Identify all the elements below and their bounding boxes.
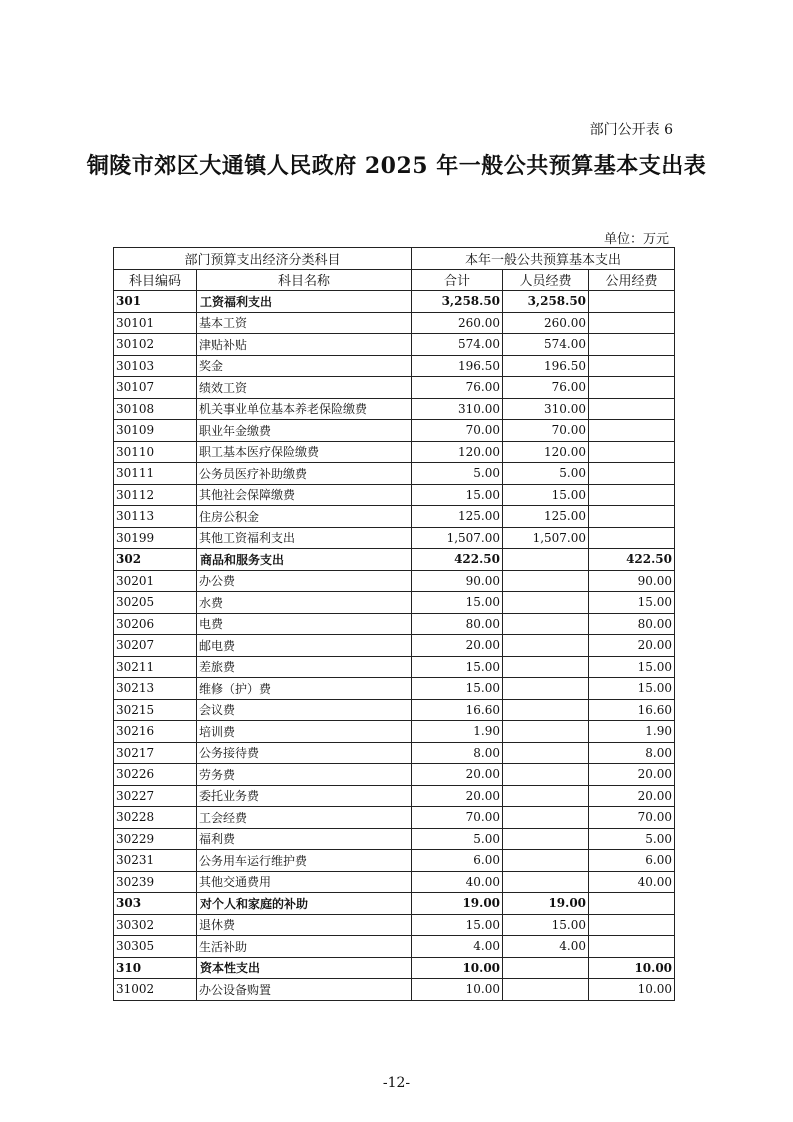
cell-total: 260.00 xyxy=(412,312,503,334)
cell-total: 15.00 xyxy=(412,484,503,506)
table-row xyxy=(114,678,675,700)
cell-public xyxy=(589,398,675,420)
cell-personnel xyxy=(503,721,589,743)
cell-personnel xyxy=(503,785,589,807)
cell-code: 310 xyxy=(114,957,197,979)
table-row xyxy=(114,850,675,872)
table-row xyxy=(114,420,675,442)
cell-total: 125.00 xyxy=(412,506,503,528)
cell-name: 公务接待费 xyxy=(197,742,412,764)
cell-public xyxy=(589,334,675,356)
cell-code: 30102 xyxy=(114,334,197,356)
table-row xyxy=(114,785,675,807)
cell-code: 30111 xyxy=(114,463,197,485)
cell-personnel: 260.00 xyxy=(503,312,589,334)
cell-total: 120.00 xyxy=(412,441,503,463)
cell-code: 30302 xyxy=(114,914,197,936)
cell-public: 90.00 xyxy=(589,570,675,592)
cell-personnel: 125.00 xyxy=(503,506,589,528)
cell-public: 20.00 xyxy=(589,764,675,786)
cell-public: 1.90 xyxy=(589,721,675,743)
cell-name: 福利费 xyxy=(197,828,412,850)
cell-public xyxy=(589,893,675,915)
cell-total: 70.00 xyxy=(412,420,503,442)
page-number: -12- xyxy=(382,1075,411,1091)
cell-personnel xyxy=(503,850,589,872)
cell-code: 30211 xyxy=(114,656,197,678)
cell-personnel xyxy=(503,764,589,786)
table-row xyxy=(114,979,675,1001)
cell-total: 15.00 xyxy=(412,592,503,614)
cell-code: 30101 xyxy=(114,312,197,334)
cell-name: 邮电费 xyxy=(197,635,412,657)
cell-name: 基本工资 xyxy=(197,312,412,334)
cell-personnel xyxy=(503,592,589,614)
cell-public: 70.00 xyxy=(589,807,675,829)
cell-public xyxy=(589,377,675,399)
unit-label: 单位：万元 xyxy=(603,232,669,247)
cell-public: 10.00 xyxy=(589,957,675,979)
column-header-name: 科目名称 xyxy=(197,269,412,291)
cell-name: 津贴补贴 xyxy=(197,334,412,356)
cell-name: 差旅费 xyxy=(197,656,412,678)
cell-public: 8.00 xyxy=(589,742,675,764)
cell-personnel xyxy=(503,570,589,592)
cell-total: 574.00 xyxy=(412,334,503,356)
table-row xyxy=(114,334,675,356)
cell-personnel xyxy=(503,699,589,721)
cell-code: 30113 xyxy=(114,506,197,528)
group-header-classification: 部门预算支出经济分类科目 xyxy=(114,248,412,270)
table-id-label: 部门公开表 6 xyxy=(589,122,673,138)
cell-code: 30217 xyxy=(114,742,197,764)
cell-total: 422.50 xyxy=(412,549,503,571)
table-row xyxy=(114,635,675,657)
cell-public: 20.00 xyxy=(589,785,675,807)
cell-personnel xyxy=(503,549,589,571)
cell-personnel: 3,258.50 xyxy=(503,291,589,313)
cell-name: 会议费 xyxy=(197,699,412,721)
cell-code: 30239 xyxy=(114,871,197,893)
cell-personnel: 196.50 xyxy=(503,355,589,377)
cell-name: 办公设备购置 xyxy=(197,979,412,1001)
cell-total: 15.00 xyxy=(412,656,503,678)
cell-personnel xyxy=(503,871,589,893)
table-row xyxy=(114,764,675,786)
cell-code: 30216 xyxy=(114,721,197,743)
cell-total: 1.90 xyxy=(412,721,503,743)
table-row xyxy=(114,355,675,377)
group-header-basic-expenditure: 本年一般公共预算基本支出 xyxy=(412,248,675,270)
table-row xyxy=(114,527,675,549)
table-column-header-row xyxy=(114,269,675,291)
cell-public: 20.00 xyxy=(589,635,675,657)
cell-name: 电费 xyxy=(197,613,412,635)
cell-total: 196.50 xyxy=(412,355,503,377)
cell-name: 其他工资福利支出 xyxy=(197,527,412,549)
cell-public: 10.00 xyxy=(589,979,675,1001)
cell-public: 6.00 xyxy=(589,850,675,872)
cell-total: 20.00 xyxy=(412,635,503,657)
cell-code: 30226 xyxy=(114,764,197,786)
cell-personnel: 76.00 xyxy=(503,377,589,399)
cell-code: 302 xyxy=(114,549,197,571)
cell-code: 30112 xyxy=(114,484,197,506)
cell-name: 其他社会保障缴费 xyxy=(197,484,412,506)
cell-name: 职业年金缴费 xyxy=(197,420,412,442)
cell-total: 1,507.00 xyxy=(412,527,503,549)
cell-code: 30109 xyxy=(114,420,197,442)
table-row xyxy=(114,699,675,721)
cell-total: 80.00 xyxy=(412,613,503,635)
cell-code: 30231 xyxy=(114,850,197,872)
cell-code: 30305 xyxy=(114,936,197,958)
table-row xyxy=(114,721,675,743)
cell-personnel xyxy=(503,807,589,829)
cell-personnel xyxy=(503,957,589,979)
cell-total: 20.00 xyxy=(412,764,503,786)
cell-personnel: 574.00 xyxy=(503,334,589,356)
cell-personnel xyxy=(503,656,589,678)
cell-name: 退休费 xyxy=(197,914,412,936)
table-row xyxy=(114,828,675,850)
cell-name: 机关事业单位基本养老保险缴费 xyxy=(197,398,412,420)
cell-code: 30201 xyxy=(114,570,197,592)
cell-public xyxy=(589,312,675,334)
cell-name: 资本性支出 xyxy=(197,957,412,979)
cell-code: 30228 xyxy=(114,807,197,829)
cell-total: 19.00 xyxy=(412,893,503,915)
cell-public xyxy=(589,484,675,506)
column-header-total: 合计 xyxy=(412,269,503,291)
cell-personnel: 15.00 xyxy=(503,484,589,506)
table-row-category xyxy=(114,893,675,915)
cell-code: 30206 xyxy=(114,613,197,635)
cell-public: 40.00 xyxy=(589,871,675,893)
cell-name: 职工基本医疗保险缴费 xyxy=(197,441,412,463)
cell-code: 30229 xyxy=(114,828,197,850)
cell-personnel xyxy=(503,613,589,635)
table-row-category xyxy=(114,291,675,313)
cell-code: 30107 xyxy=(114,377,197,399)
cell-public xyxy=(589,420,675,442)
table-row xyxy=(114,398,675,420)
cell-public: 16.60 xyxy=(589,699,675,721)
table-row xyxy=(114,484,675,506)
cell-name: 工会经费 xyxy=(197,807,412,829)
cell-total: 20.00 xyxy=(412,785,503,807)
cell-total: 310.00 xyxy=(412,398,503,420)
cell-total: 90.00 xyxy=(412,570,503,592)
cell-code: 30207 xyxy=(114,635,197,657)
cell-total: 6.00 xyxy=(412,850,503,872)
cell-total: 4.00 xyxy=(412,936,503,958)
table-row xyxy=(114,312,675,334)
table-row xyxy=(114,914,675,936)
cell-name: 其他交通费用 xyxy=(197,871,412,893)
cell-code: 30213 xyxy=(114,678,197,700)
cell-total: 40.00 xyxy=(412,871,503,893)
table-row xyxy=(114,506,675,528)
table-row-category xyxy=(114,957,675,979)
cell-personnel: 120.00 xyxy=(503,441,589,463)
table-row xyxy=(114,936,675,958)
cell-name: 对个人和家庭的补助 xyxy=(197,893,412,915)
cell-name: 维修（护）费 xyxy=(197,678,412,700)
column-header-personnel: 人员经费 xyxy=(503,269,589,291)
cell-name: 公务用车运行维护费 xyxy=(197,850,412,872)
cell-total: 76.00 xyxy=(412,377,503,399)
cell-public: 422.50 xyxy=(589,549,675,571)
column-header-public: 公用经费 xyxy=(589,269,675,291)
table-body xyxy=(114,291,675,1001)
cell-public: 15.00 xyxy=(589,592,675,614)
cell-public xyxy=(589,463,675,485)
cell-public xyxy=(589,291,675,313)
cell-personnel xyxy=(503,635,589,657)
cell-public xyxy=(589,527,675,549)
cell-personnel: 310.00 xyxy=(503,398,589,420)
cell-name: 委托业务费 xyxy=(197,785,412,807)
table-row xyxy=(114,377,675,399)
table-row xyxy=(114,742,675,764)
cell-total: 10.00 xyxy=(412,979,503,1001)
cell-name: 水费 xyxy=(197,592,412,614)
cell-public: 15.00 xyxy=(589,656,675,678)
cell-code: 301 xyxy=(114,291,197,313)
cell-personnel: 4.00 xyxy=(503,936,589,958)
table-group-header-row xyxy=(114,248,675,270)
table-row xyxy=(114,807,675,829)
cell-public xyxy=(589,936,675,958)
cell-total: 70.00 xyxy=(412,807,503,829)
budget-table xyxy=(113,247,675,1001)
cell-name: 公务员医疗补助缴费 xyxy=(197,463,412,485)
table-row xyxy=(114,592,675,614)
cell-total: 5.00 xyxy=(412,828,503,850)
column-header-code: 科目编码 xyxy=(114,269,197,291)
cell-name: 劳务费 xyxy=(197,764,412,786)
cell-name: 绩效工资 xyxy=(197,377,412,399)
cell-total: 10.00 xyxy=(412,957,503,979)
cell-personnel xyxy=(503,742,589,764)
cell-name: 生活补助 xyxy=(197,936,412,958)
cell-personnel: 1,507.00 xyxy=(503,527,589,549)
cell-code: 30205 xyxy=(114,592,197,614)
cell-code: 31002 xyxy=(114,979,197,1001)
cell-code: 303 xyxy=(114,893,197,915)
cell-public xyxy=(589,441,675,463)
cell-total: 16.60 xyxy=(412,699,503,721)
cell-public xyxy=(589,914,675,936)
cell-name: 奖金 xyxy=(197,355,412,377)
cell-name: 培训费 xyxy=(197,721,412,743)
cell-public: 5.00 xyxy=(589,828,675,850)
cell-total: 3,258.50 xyxy=(412,291,503,313)
cell-personnel: 19.00 xyxy=(503,893,589,915)
table-row-category xyxy=(114,549,675,571)
table-row xyxy=(114,871,675,893)
cell-public xyxy=(589,506,675,528)
cell-total: 5.00 xyxy=(412,463,503,485)
cell-personnel: 5.00 xyxy=(503,463,589,485)
table-row xyxy=(114,613,675,635)
cell-personnel xyxy=(503,828,589,850)
cell-code: 30103 xyxy=(114,355,197,377)
cell-total: 15.00 xyxy=(412,678,503,700)
table-row xyxy=(114,570,675,592)
cell-code: 30215 xyxy=(114,699,197,721)
table-row xyxy=(114,656,675,678)
cell-code: 30227 xyxy=(114,785,197,807)
cell-name: 住房公积金 xyxy=(197,506,412,528)
cell-name: 商品和服务支出 xyxy=(197,549,412,571)
page-title: 铜陵市郊区大通镇人民政府 2025 年一般公共预算基本支出表 xyxy=(86,153,707,179)
cell-name: 办公费 xyxy=(197,570,412,592)
cell-code: 30199 xyxy=(114,527,197,549)
cell-total: 8.00 xyxy=(412,742,503,764)
cell-code: 30110 xyxy=(114,441,197,463)
table-row xyxy=(114,463,675,485)
cell-code: 30108 xyxy=(114,398,197,420)
cell-personnel: 15.00 xyxy=(503,914,589,936)
cell-public: 15.00 xyxy=(589,678,675,700)
cell-total: 15.00 xyxy=(412,914,503,936)
cell-public: 80.00 xyxy=(589,613,675,635)
cell-personnel xyxy=(503,979,589,1001)
table-row xyxy=(114,441,675,463)
cell-personnel: 70.00 xyxy=(503,420,589,442)
cell-name: 工资福利支出 xyxy=(197,291,412,313)
cell-public xyxy=(589,355,675,377)
cell-personnel xyxy=(503,678,589,700)
